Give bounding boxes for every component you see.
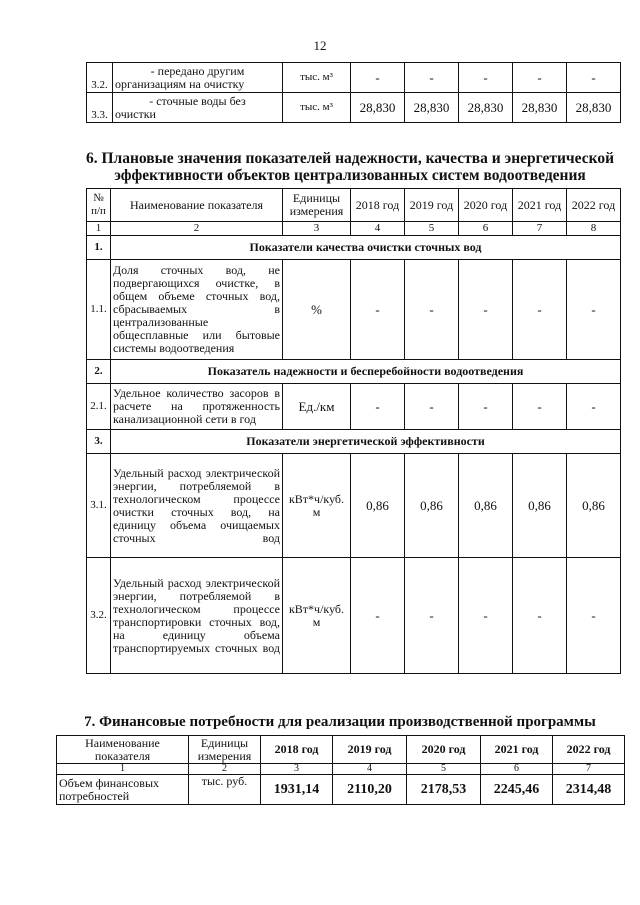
header-unit: Единицы измерения: [189, 736, 261, 764]
header-year: 2019 год: [333, 736, 407, 764]
index-cell: 2: [189, 764, 261, 775]
section-6-title: 6. Плановые значения показателей надежности, качества и энергетической эффективности объектов централизованных систем водоотведения: [85, 150, 615, 184]
index-cell: 3: [283, 222, 351, 236]
header-year: 2020 год: [459, 189, 513, 222]
index-cell: 5: [405, 222, 459, 236]
header-year: 2022 год: [553, 736, 625, 764]
row-unit: кВт*ч/куб. м: [283, 558, 351, 674]
value-cell: -: [513, 558, 567, 674]
value-cell: 28,830: [351, 93, 405, 123]
table-row: [87, 93, 621, 123]
index-cell: 8: [567, 222, 621, 236]
header-name: Наименование показателя: [111, 189, 283, 222]
value-cell: 0,86: [459, 454, 513, 558]
index-cell: 6: [459, 222, 513, 236]
index-cell: 7: [553, 764, 625, 775]
value-cell: 2245,46: [481, 775, 553, 805]
value-cell: 28,830: [513, 93, 567, 123]
group-row: [87, 430, 621, 454]
header-year: 2018 год: [351, 189, 405, 222]
value-cell: -: [351, 558, 405, 674]
value-cell: 0,86: [405, 454, 459, 558]
value-cell: -: [459, 63, 513, 93]
header-year: 2021 год: [513, 189, 567, 222]
row-name: Удельный расход электрической энергии, потребляемой в технологическом процессе очистки сточных вод, на единицу объема очищаемых сточных вод: [111, 454, 283, 558]
value-cell: 0,86: [513, 454, 567, 558]
value-cell: -: [567, 384, 621, 430]
top-table: [86, 62, 621, 123]
header-year: 2019 год: [405, 189, 459, 222]
indicators-table: [86, 188, 621, 674]
value-cell: -: [405, 384, 459, 430]
value-cell: -: [405, 63, 459, 93]
group-title: Показатели качества очистки сточных вод: [111, 236, 621, 260]
index-cell: 4: [333, 764, 407, 775]
header-name: Наименование показателя: [57, 736, 189, 764]
header-row: [57, 736, 625, 764]
value-cell: -: [459, 260, 513, 360]
value-cell: -: [567, 558, 621, 674]
group-number: 1.: [87, 236, 111, 260]
index-cell: 3: [261, 764, 333, 775]
header-num: № п/п: [87, 189, 111, 222]
value-cell: -: [513, 260, 567, 360]
table-row: [87, 558, 621, 674]
value-cell: -: [459, 558, 513, 674]
index-row: [87, 222, 621, 236]
value-cell: -: [351, 260, 405, 360]
index-cell: 1: [87, 222, 111, 236]
table-row: [87, 63, 621, 93]
value-cell: -: [567, 260, 621, 360]
finance-table: [56, 735, 625, 805]
value-cell: 2110,20: [333, 775, 407, 805]
value-cell: -: [405, 558, 459, 674]
value-cell: 28,830: [405, 93, 459, 123]
index-cell: 1: [57, 764, 189, 775]
header-year: 2022 год: [567, 189, 621, 222]
table-row: [87, 384, 621, 430]
value-cell: -: [405, 260, 459, 360]
value-cell: -: [459, 384, 513, 430]
row-name: Удельное количество засоров в расчете на протяженность канализационной сети в год: [111, 384, 283, 430]
row-number: 1.1.: [87, 260, 111, 360]
value-cell: 2178,53: [407, 775, 481, 805]
index-cell: 4: [351, 222, 405, 236]
page-number: 12: [313, 38, 327, 53]
index-cell: 2: [111, 222, 283, 236]
row-name: - сточные воды без очистки: [113, 93, 283, 123]
header-year: 2021 год: [481, 736, 553, 764]
table-row: [57, 775, 625, 805]
header-year: 2018 год: [261, 736, 333, 764]
row-number: 2.1.: [87, 384, 111, 430]
index-cell: 7: [513, 222, 567, 236]
row-number: 3.1.: [87, 454, 111, 558]
row-number: 3.2.: [87, 63, 113, 93]
row-name: Объем финансовых потребностей: [57, 775, 189, 805]
header-year: 2020 год: [407, 736, 481, 764]
value-cell: 28,830: [459, 93, 513, 123]
group-row: [87, 236, 621, 260]
value-cell: -: [567, 63, 621, 93]
row-unit: Ед./км: [283, 384, 351, 430]
group-title: Показатель надежности и бесперебойности водоотведения: [111, 360, 621, 384]
table-row: [87, 260, 621, 360]
value-cell: 0,86: [567, 454, 621, 558]
index-row: [57, 764, 625, 775]
row-number: 3.2.: [87, 558, 111, 674]
value-cell: -: [513, 63, 567, 93]
row-unit: тыс. м³: [283, 93, 351, 123]
header-row: [87, 189, 621, 222]
row-name: Доля сточных вод, не подвергающихся очистке, в общем объеме сточных вод, сбрасываемых в централизованные общесплавные или бытовые системы водоотведения: [111, 260, 283, 360]
row-unit: кВт*ч/куб. м: [283, 454, 351, 558]
value-cell: 1931,14: [261, 775, 333, 805]
value-cell: 0,86: [351, 454, 405, 558]
value-cell: -: [513, 384, 567, 430]
group-number: 3.: [87, 430, 111, 454]
row-name: Удельный расход электрической энергии, потребляемой в технологическом процессе транспортировки сточных вод, на единицу объема транспортируемых сточных вод: [111, 558, 283, 674]
section-7-title: 7. Финансовые потребности для реализации производственной программы: [84, 714, 596, 730]
index-cell: 6: [481, 764, 553, 775]
group-number: 2.: [87, 360, 111, 384]
header-unit: Единицы измерения: [283, 189, 351, 222]
value-cell: -: [351, 384, 405, 430]
row-unit: тыс. руб.: [189, 775, 261, 805]
value-cell: 2314,48: [553, 775, 625, 805]
table-row: [87, 454, 621, 558]
value-cell: -: [351, 63, 405, 93]
row-name: - передано другим организациям на очистку: [113, 63, 283, 93]
value-cell: 28,830: [567, 93, 621, 123]
row-number: 3.3.: [87, 93, 113, 123]
index-cell: 5: [407, 764, 481, 775]
group-row: [87, 360, 621, 384]
group-title: Показатели энергетической эффективности: [111, 430, 621, 454]
row-unit: %: [283, 260, 351, 360]
row-unit: тыс. м³: [283, 63, 351, 93]
